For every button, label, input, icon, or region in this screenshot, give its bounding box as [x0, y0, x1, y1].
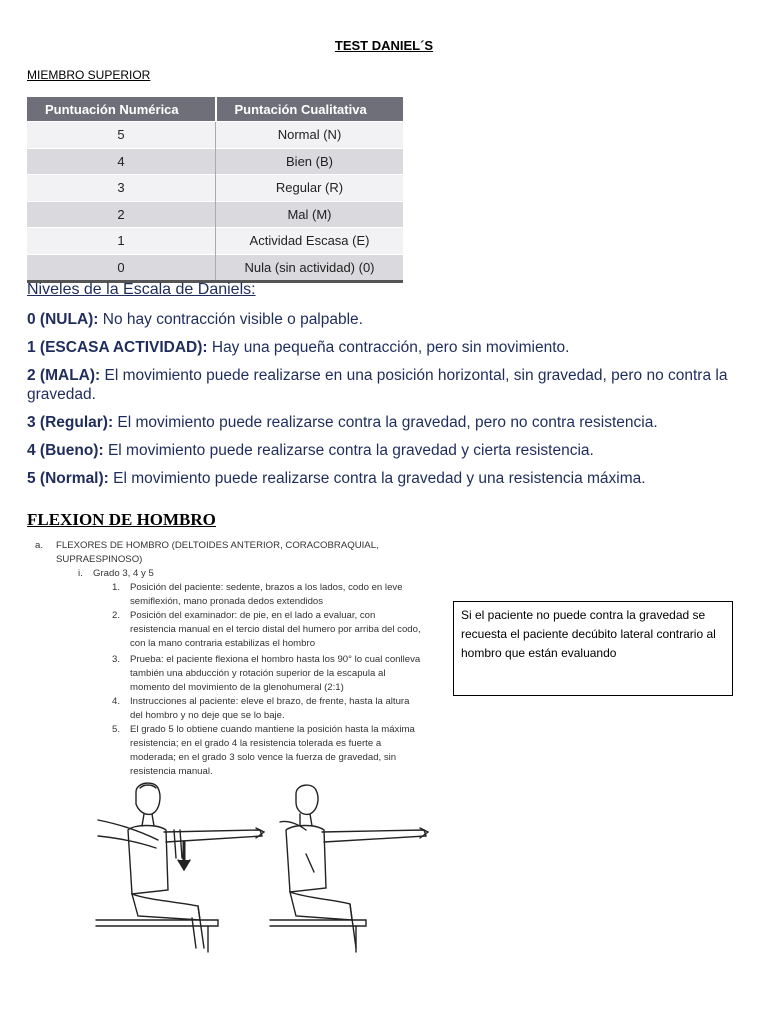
table-cell-label: Mal (M)	[216, 201, 404, 228]
table-cell-score: 5	[27, 122, 216, 149]
level-item	[27, 366, 737, 404]
shoulder-flexion-unresisted-illustration	[266, 780, 436, 955]
step-item	[112, 609, 422, 651]
step-text: Instrucciones al paciente: eleve el brazo, de frente, hasta la altura del hombro y no deje que se lo baje.	[130, 696, 410, 721]
note-box: Si el paciente no puede contra la gravedad se recuesta el paciente decúbito lateral contrario al hombro que están evaluando	[453, 601, 733, 696]
table-cell-score: 0	[27, 254, 216, 282]
step-number: 1.	[112, 582, 121, 593]
step-item	[112, 653, 422, 695]
step-number: 5.	[112, 724, 121, 735]
step-text: Posición del paciente: sedente, brazos a los lados, codo en leve semiflexión, mano pronada dedos extendidos	[130, 582, 403, 607]
table-cell-score: 4	[27, 148, 216, 175]
level-description: El movimiento puede realizarse contra la gravedad, pero no contra resistencia.	[113, 414, 658, 431]
table-row	[27, 122, 403, 149]
level-term: 0 (NULA):	[27, 311, 99, 328]
level-term: 4 (Bueno):	[27, 442, 104, 459]
step-item	[112, 581, 422, 609]
table-row	[27, 148, 403, 175]
table-row	[27, 201, 403, 228]
level-term: 5 (Normal):	[27, 470, 109, 487]
table-row	[27, 175, 403, 202]
document-title: TEST DANIEL´S	[334, 38, 434, 53]
table-cell-label: Actividad Escasa (E)	[216, 228, 404, 255]
level-description: Hay una pequeña contracción, pero sin movimiento.	[207, 339, 570, 356]
level-term: 2 (MALA):	[27, 367, 101, 384]
table-cell-label: Normal (N)	[216, 122, 404, 149]
level-item	[27, 338, 737, 357]
level-description: El movimiento puede realizarse en una posición horizontal, sin gravedad, pero no contra la gravedad.	[27, 367, 728, 403]
daniels-grades-table	[27, 97, 403, 283]
level-description: No hay contracción visible o palpable.	[98, 311, 363, 328]
sub-item-text: Grado 3, 4 y 5	[93, 568, 154, 579]
step-item	[112, 723, 422, 779]
table-cell-label: Nula (sin actividad) (0)	[216, 254, 404, 282]
level-item	[27, 441, 737, 460]
table-cell-score: 2	[27, 201, 216, 228]
level-description: El movimiento puede realizarse contra la gravedad y cierta resistencia.	[103, 442, 594, 459]
table-cell-score: 3	[27, 175, 216, 202]
step-number: 4.	[112, 696, 121, 707]
table-row	[27, 254, 403, 282]
item-a-text: FLEXORES DE HOMBRO (DELTOIDES ANTERIOR, CORACOBRAQUIAL, SUPRAESPINOSO)	[56, 540, 379, 565]
levels-heading: Niveles de la Escala de Daniels:	[27, 281, 256, 298]
step-number: 2.	[112, 610, 121, 621]
table-cell-label: Bien (B)	[216, 148, 404, 175]
step-text: El grado 5 lo obtiene cuando mantiene la posición hasta la máxima resistencia; en el grado 4 la resistencia tolerada es fuerte a moderada; en el grado 3 solo vence la fuerza de gravedad, sin resistencia manual.	[130, 724, 415, 777]
level-term: 1 (ESCASA ACTIVIDAD):	[27, 339, 208, 356]
shoulder-flexion-resisted-illustration	[88, 780, 268, 955]
level-item	[27, 310, 737, 329]
section-label: MIEMBRO SUPERIOR	[27, 68, 151, 82]
step-item	[112, 695, 422, 723]
level-term: 3 (Regular):	[27, 414, 114, 431]
shoulder-flexion-heading: FLEXION DE HOMBRO	[27, 510, 216, 529]
item-a-marker: a.	[35, 540, 44, 551]
level-description: El movimiento puede realizarse contra la gravedad y una resistencia máxima.	[108, 470, 646, 487]
table-header-row	[27, 97, 403, 122]
column-header-numeric: Puntuación Numérica	[27, 97, 216, 122]
level-item	[27, 413, 737, 432]
level-item	[27, 469, 737, 488]
table-cell-label: Regular (R)	[216, 175, 404, 202]
column-header-qualitative: Puntación Cualitativa	[216, 97, 404, 122]
table-row	[27, 228, 403, 255]
table-cell-score: 1	[27, 228, 216, 255]
step-number: 3.	[112, 654, 121, 665]
step-text: Posición del examinador: de pie, en el lado a evaluar, con resistencia manual en el tercio distal del humero por arriba del codo, con la mano contraria estabilizas el hombro	[130, 610, 421, 649]
step-text: Prueba: el paciente flexiona el hombro hasta los 90° lo cual conlleva también una abducción y rotación superior de la escapula al momento del movimiento de la glenohumeral (2:1)	[130, 654, 421, 693]
sub-item-marker: i.	[78, 568, 83, 579]
